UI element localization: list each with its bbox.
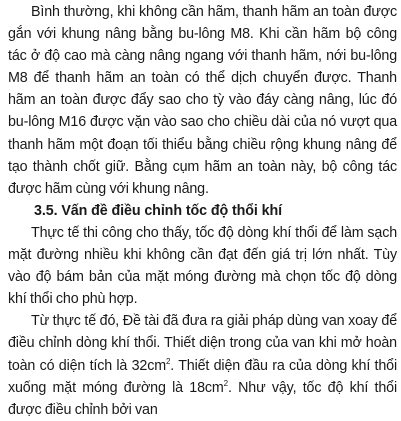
paragraph-safety-brake: Bình thường, khi không cần hãm, thanh hãm an toàn được gắn với khung nâng bằng bu-lông M8. Khi cần hãm bộ công tác ở độ cao mà càng nâng ngang với thanh hãm, nới bu-lông M8 để thanh hãm an toàn có thể dịch chuyển được. Thanh hãm an toàn được đẩy sao cho tỳ vào đáy càng nâng, lúc đó bu-lông M16 được vặn vào sao cho chiều dài của nó vượt qua thanh hãm một đoạn tối thiểu bằng chiều rộng khung nâng để tạo thành chốt giữ. Bằng cụm hãm an toàn này, bộ công tác được hãm cùng với khung nâng. [8,4,397,197]
superscript-squared: 2 [223,378,228,388]
paragraph-airflow-speed: Thực tế thi công cho thấy, tốc độ dòng khí thổi để làm sạch mặt đường nhiều khi không cần đạt đến giá trị lớn nhất. Tùy vào độ bám bản của mặt móng đường mà chọn tốc độ dòng khí thổi cho phù hợp. [8,224,397,308]
valve-text-part-2: . Thiết diện đầu ra của dòng khí thổi xuống mặt móng đường là 18cm [8,357,397,396]
valve-text-part-3: . Như vậy, tốc độ khí thổi được điều chỉnh bởi van [8,379,397,418]
superscript-squared: 2 [165,356,171,366]
paragraph-valve-solution [8,310,397,420]
section-heading: 3.5. Vấn đề điều chỉnh tốc độ thổi khí [34,202,283,219]
document-page [8,0,397,421]
valve-text-part-1: Từ thực tế đó, Đề tài đã đưa ra giải pháp dùng van xoay để điều chỉnh dòng khí thổi. Thiết diện trong của van khi mở hoàn toàn có diện tích là 32cm [8,313,397,374]
